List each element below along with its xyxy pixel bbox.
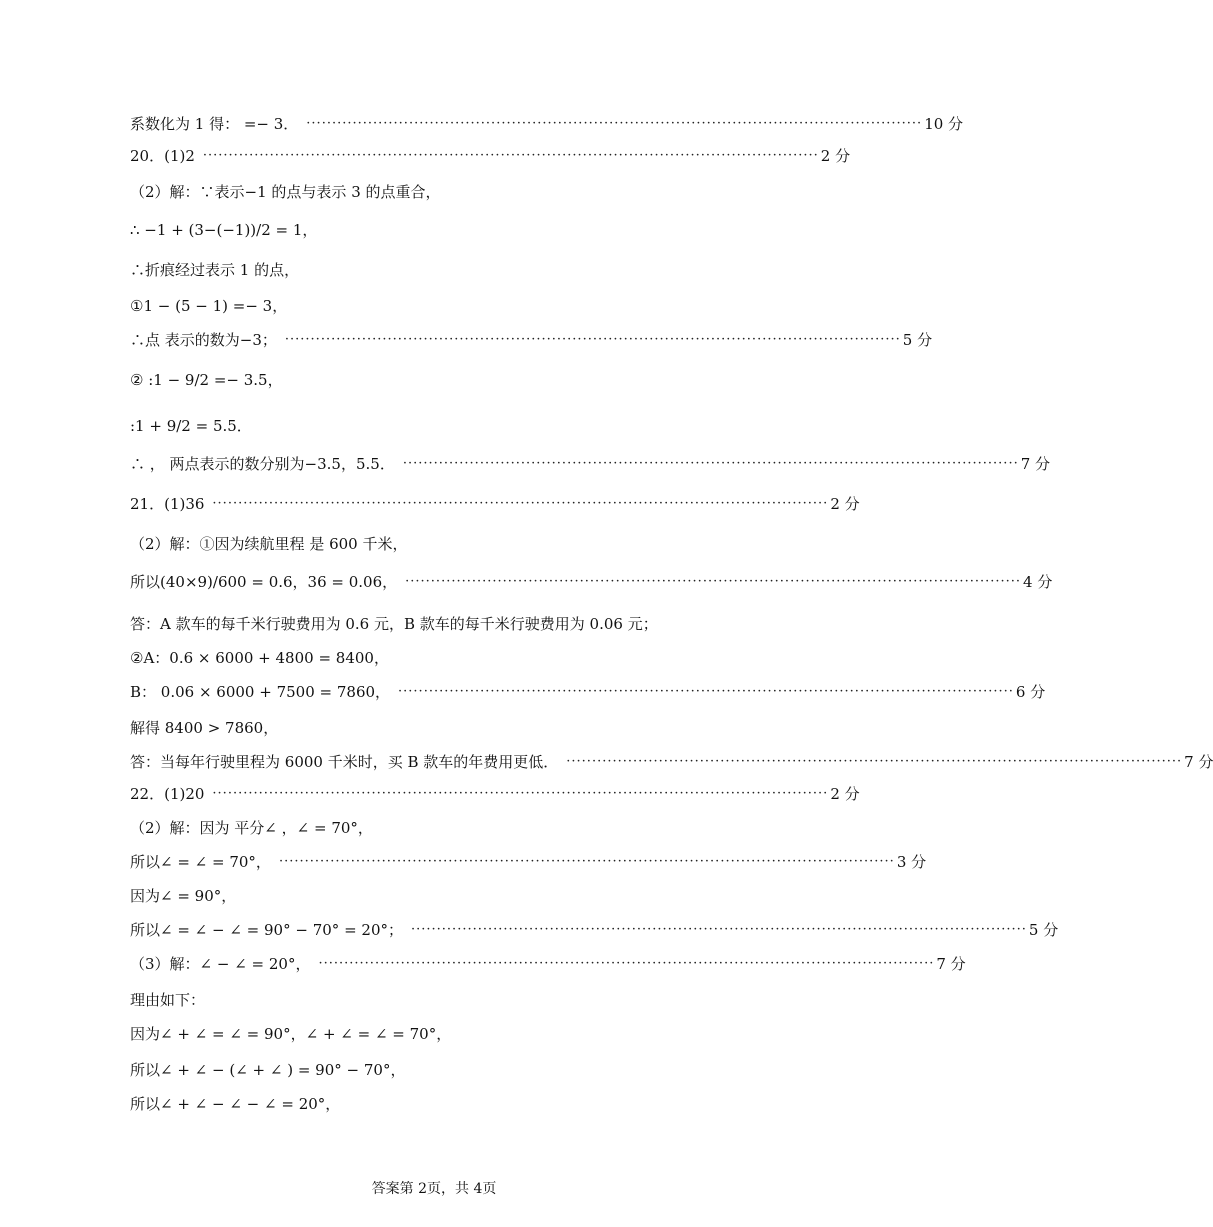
answer-text: （2）解：①因为续航里程 是 600 千米， xyxy=(130,534,408,553)
answer-line xyxy=(130,448,1051,478)
answer-line xyxy=(130,984,205,1014)
answer-line xyxy=(130,324,933,354)
answer-line xyxy=(130,290,287,320)
answer-line xyxy=(130,746,1213,776)
answer-line xyxy=(130,948,966,978)
score-label: 5 分 xyxy=(902,330,933,349)
dot-leader: ························································································································ xyxy=(411,921,1027,937)
dot-leader: ························································································································ xyxy=(318,955,935,971)
answer-text: ①1 − (5 − 1) =− 3， xyxy=(130,296,288,315)
answer-line xyxy=(130,176,441,206)
answer-text: 因为∠ + ∠ = ∠ = 90°，∠ + ∠ = ∠ = 70°， xyxy=(130,1024,452,1043)
answer-line xyxy=(130,254,299,284)
answer-text: 答：当每年行驶里程为 6000 千米时，买 B 款车的年费用更低． xyxy=(130,752,559,771)
answer-text: 系数化为 1 得： =− 3． xyxy=(130,114,299,133)
answer-line xyxy=(130,778,860,808)
dot-leader: ························································································································ xyxy=(212,495,829,511)
answer-text: ②A：0.6 × 6000 + 4800 = 8400， xyxy=(130,648,389,667)
answer-text: 解得 8400 > 7860， xyxy=(130,718,279,737)
dot-leader: ························································································································ xyxy=(566,753,1183,769)
answer-text: 因为∠ = 90°， xyxy=(130,886,237,905)
score-label: 7 分 xyxy=(936,954,966,973)
answer-line xyxy=(130,676,1046,706)
answer-text: 21．(1)36 xyxy=(130,494,205,513)
page-footer: 答案第 2页，共 4页 xyxy=(371,1181,497,1197)
dot-leader: ························································································································ xyxy=(398,683,1014,699)
dot-leader: ························································································································ xyxy=(402,455,1019,471)
answer-text: 所以∠ + ∠ − (∠ + ∠ ) = 90° − 70°， xyxy=(130,1060,406,1079)
answer-text: （2）解：因为 平分∠ ，∠ = 70°， xyxy=(130,818,373,837)
answer-line xyxy=(130,214,317,244)
answer-line xyxy=(130,608,658,638)
answer-text: 所以∠ = ∠ − ∠ = 90° − 70° = 20°； xyxy=(130,920,403,939)
score-label: 7 分 xyxy=(1020,454,1051,473)
score-label: 6 分 xyxy=(1015,682,1046,701)
score-label: 4 分 xyxy=(1023,572,1053,591)
answer-line xyxy=(130,364,283,394)
score-label: 10 分 xyxy=(924,114,964,133)
score-label: 3 分 xyxy=(896,852,927,871)
answer-text: :1 + 9/2 = 5.5． xyxy=(130,416,252,435)
answer-line xyxy=(130,880,236,910)
answer-line xyxy=(130,140,851,170)
dot-leader: ························································································································ xyxy=(278,853,895,869)
dot-leader: ························································································································ xyxy=(212,785,829,801)
answer-line xyxy=(130,1018,451,1048)
dot-leader: ························································································································ xyxy=(405,573,1022,589)
answer-line xyxy=(130,812,373,842)
answer-text: ∴ −1 + (3−(−1))/2 = 1， xyxy=(130,220,318,239)
answer-line xyxy=(130,566,1053,596)
answer-line xyxy=(130,108,964,138)
answer-text: 所以∠ + ∠ − ∠ − ∠ = 20°， xyxy=(130,1094,341,1113)
answer-text: 20．(1)2 xyxy=(130,146,195,165)
dot-leader: ························································································································ xyxy=(202,147,819,163)
answer-line xyxy=(130,914,1059,944)
answer-line xyxy=(130,712,278,742)
answer-line xyxy=(130,1088,340,1118)
answer-text: 答：A 款车的每千米行驶费用为 0.6 元，B 款车的每千米行驶费用为 0.06 元； xyxy=(130,614,658,633)
answer-text: B： 0.06 × 6000 + 7500 = 7860， xyxy=(130,682,391,701)
answer-line xyxy=(130,488,860,518)
score-label: 2 分 xyxy=(820,146,851,165)
answer-text: 22．(1)20 xyxy=(130,784,205,803)
answer-line xyxy=(130,846,927,876)
answer-text: 所以∠ = ∠ = 70°， xyxy=(130,852,271,871)
answer-text: ∴ ， 两点表示的数分别为−3.5，5.5． xyxy=(130,454,395,473)
answer-text: （2）解：∵表示−1 的点与表示 3 的点重合， xyxy=(130,182,441,201)
score-label: 7 分 xyxy=(1184,752,1213,771)
answer-text: （3）解：∠ − ∠ = 20°， xyxy=(130,954,311,973)
dot-leader: ························································································································ xyxy=(284,331,901,347)
dot-leader: ························································································································ xyxy=(306,115,923,131)
answer-text: ② :1 − 9/2 =− 3.5， xyxy=(130,370,283,389)
answer-text: 所以(40×9)/600 = 0.6，36 = 0.06， xyxy=(130,572,398,591)
answer-line xyxy=(130,642,389,672)
answer-line xyxy=(130,410,252,440)
answer-line xyxy=(130,528,407,558)
answer-text: 理由如下： xyxy=(130,990,206,1009)
answer-text: ∴折痕经过表示 1 的点， xyxy=(130,260,300,279)
score-label: 2 分 xyxy=(830,784,860,803)
score-label: 2 分 xyxy=(830,494,860,513)
answer-line xyxy=(130,1054,405,1084)
score-label: 5 分 xyxy=(1028,920,1059,939)
answer-text: ∴点 表示的数为−3； xyxy=(130,330,277,349)
